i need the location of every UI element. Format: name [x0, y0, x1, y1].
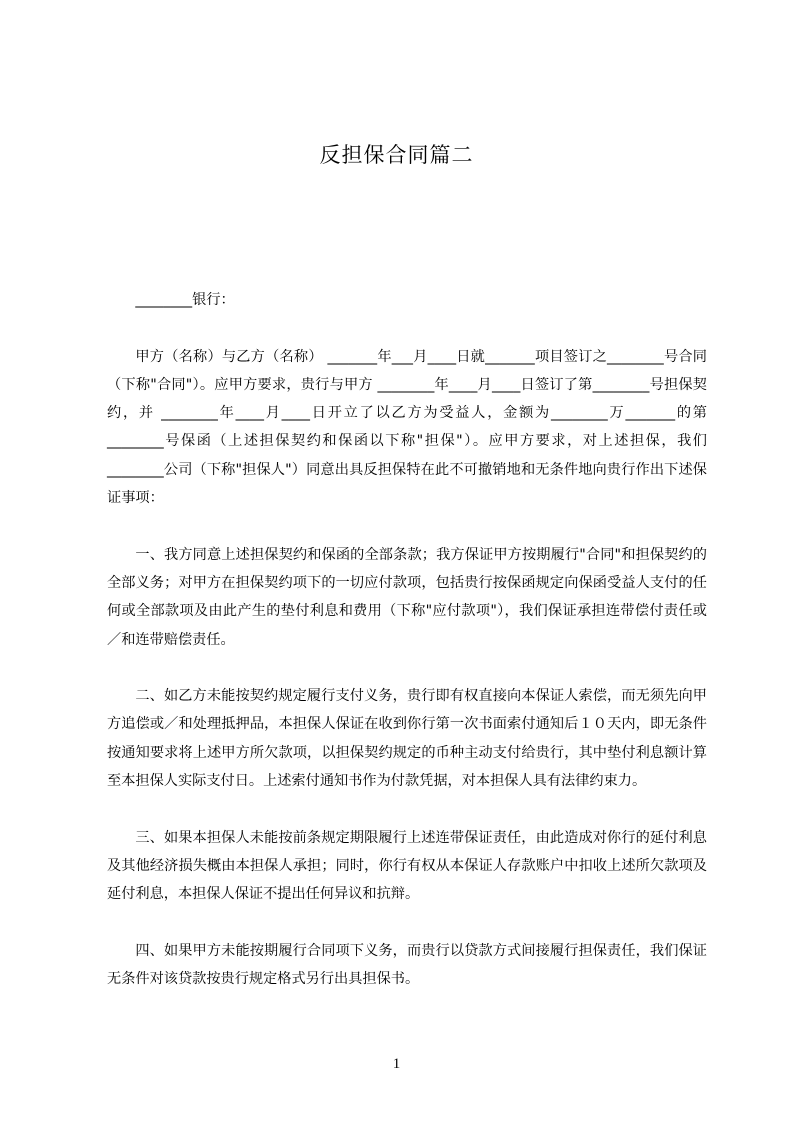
addressee-line: ________银行：	[135, 292, 235, 308]
paragraph-clause-4: 四、如果甲方未能按期履行合同项下义务，而贵行以贷款方式间接履行担保责任，我们保证无条件对该贷款按贵行规定格式另行出具担保书。	[107, 942, 707, 988]
paragraph-clause-1: 一、我方同意上述担保契约和保函的全部条款；我方保证甲方按期履行"合同"和担保契约的全部义务；对甲方在担保契约项下的一切应付款项，包括贵行按保函规定向保函受益人支付的任何或全部款项及由此产生的垫付利息和费用（下称"应付款项"），我们保证承担连带偿付责任或／和连带赔偿责任。	[107, 546, 707, 648]
document-body	[107, 286, 707, 1022]
page-number: 1	[392, 1056, 401, 1072]
paragraph-clause-3: 三、如果本担保人未能按前条规定期限履行上述连带保证责任，由此造成对你行的延付利息及其他经济损失概由本担保人承担；同时，你行有权从本保证人存款账户中扣收上述所欠款项及延付利息，本担保人保证不提出任何异议和抗辩。	[107, 829, 707, 903]
document-title: 反担保合同篇二	[319, 143, 474, 167]
paragraph-preamble: 甲方（名称）与乙方（名称） _______年___月____日就_______项目签订之________号合同（下称"合同"）。应甲方要求，贵行与甲方 ________年____月____日签订了第________号担保契约，并 ________年____月____日开立了以乙方为受益人，金额为________万_______的第________号保函（上述担保契约和保函以下称"担保"）。应甲方要求，对上述担保，我们________公司（下称"担保人"）同意出具反担保特在此不可撤销地和无条件地向贵行作出下述保证事项：	[107, 348, 707, 507]
paragraph-clause-2: 二、如乙方未能按契约规定履行支付义务，贵行即有权直接向本保证人索偿，而无须先向甲方追偿或／和处理抵押品，本担保人保证在收到你行第一次书面索付通知后１０天内，即无条件按通知要求将上述甲方所欠款项，以担保契约规定的币种主动支付给贵行，其中垫付利息额计算至本担保人实际支付日。上述索付通知书作为付款凭据，对本担保人具有法律约束力。	[107, 688, 707, 790]
